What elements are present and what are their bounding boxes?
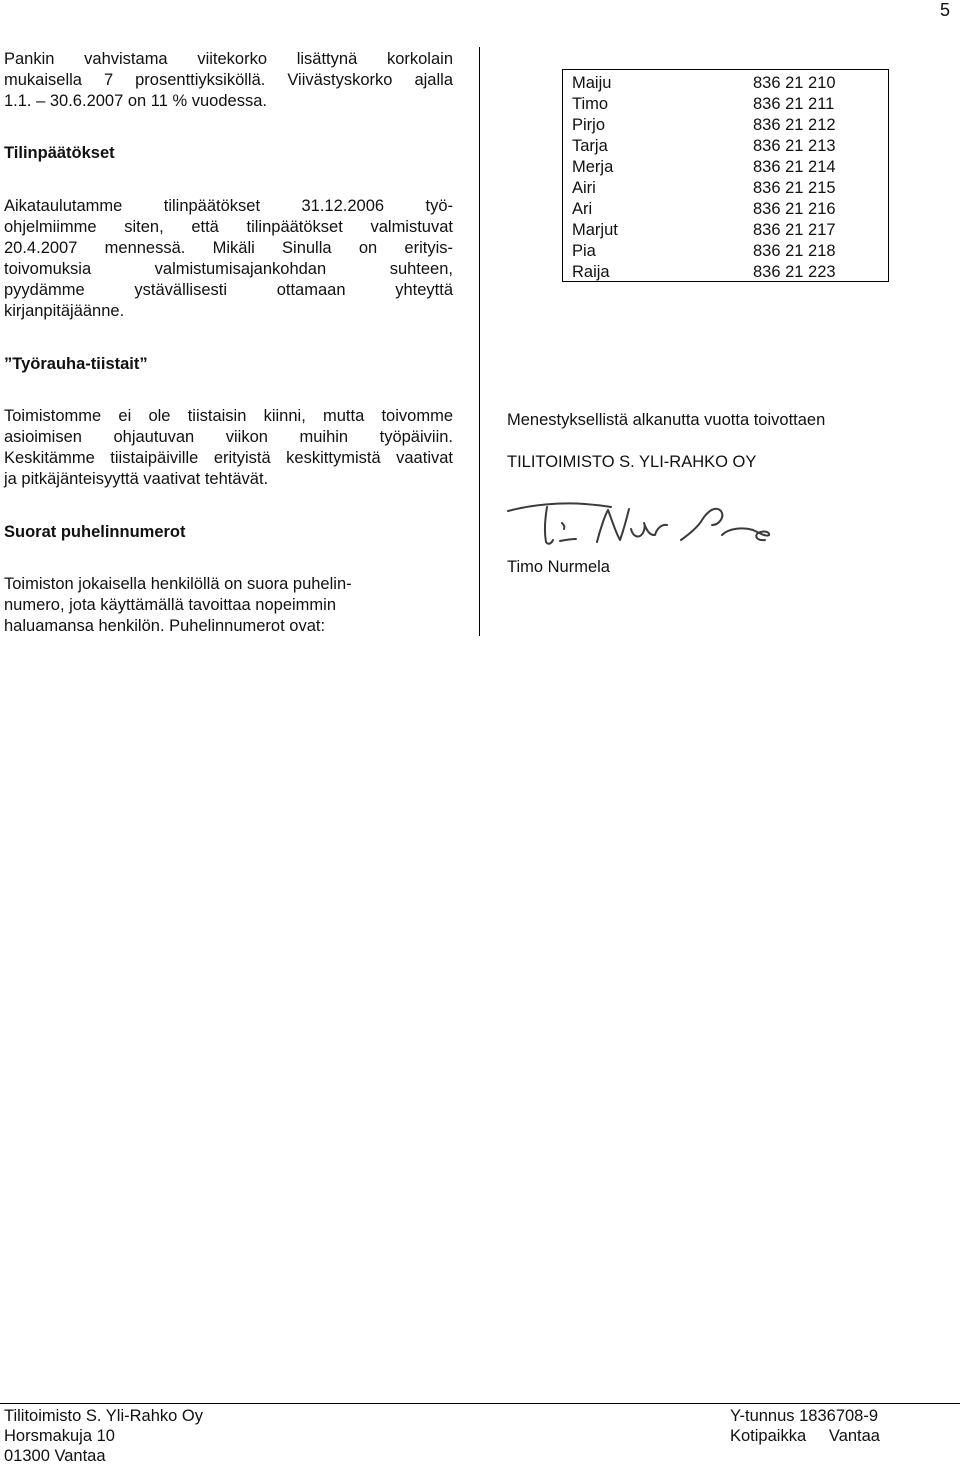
phone-name: Pirjo bbox=[572, 116, 606, 134]
phone-number: 836 21 212 bbox=[753, 116, 836, 134]
phone-number: 836 21 223 bbox=[753, 263, 836, 281]
tilinpaatokset-line: 20.4.2007 mennessä. Mikäli Sinulla on erityis- bbox=[4, 239, 453, 257]
tilinpaatokset-line: pyydämme ystävällisesti ottamaan yhteyttä bbox=[4, 281, 453, 299]
phone-number: 836 21 217 bbox=[753, 221, 836, 239]
handwritten-signature bbox=[505, 495, 775, 551]
phone-list bbox=[562, 69, 889, 282]
phone-row bbox=[572, 73, 880, 94]
column-divider bbox=[479, 47, 480, 636]
tilinpaatokset-line: kirjanpitäjäänne. bbox=[4, 302, 125, 320]
greeting-company: TILITOIMISTO S. YLI-RAHKO OY bbox=[507, 453, 757, 471]
tyorauha-heading: ”Työrauha-tiistait” bbox=[4, 355, 148, 373]
tyorauha-line: Toimistomme ei ole tiistaisin kiinni, mutta toivomme bbox=[4, 407, 453, 425]
phone-number: 836 21 211 bbox=[753, 95, 835, 113]
page-number: 5 bbox=[940, 0, 951, 20]
phone-row bbox=[572, 157, 880, 178]
tyorauha-line: Keskitämme tiistaipäiville erityistä keskittymistä vaativat bbox=[4, 449, 453, 467]
tilinpaatokset-line: toivomuksia valmistumisajankohdan suhteen, bbox=[4, 260, 453, 278]
tilinpaatokset-heading: Tilinpäätökset bbox=[4, 144, 115, 162]
phone-number: 836 21 210 bbox=[753, 74, 836, 92]
footer-business-id: Y-tunnus 1836708-9 bbox=[730, 1407, 879, 1425]
phone-name: Marjut bbox=[572, 221, 618, 239]
phone-number: 836 21 215 bbox=[753, 179, 836, 197]
tyorauha-line: ja pitkäjänteisyyttä vaativat tehtävät. bbox=[4, 470, 269, 488]
tilinpaatokset-line: Aikataulutamme tilinpäätökset 31.12.2006 työ- bbox=[4, 197, 453, 215]
footer-street: Horsmakuja 10 bbox=[4, 1427, 115, 1445]
suorat-line: numero, jota käyttämällä tavoittaa nopeimmin bbox=[4, 596, 336, 614]
phone-row bbox=[572, 199, 880, 220]
phone-name: Ari bbox=[572, 200, 593, 218]
phone-name: Airi bbox=[572, 179, 596, 197]
footer-domicile: Kotipaikka Vantaa bbox=[730, 1427, 880, 1445]
suorat-line: Toimiston jokaisella henkilöllä on suora puhelin- bbox=[4, 575, 352, 593]
phone-name: Maiju bbox=[572, 74, 612, 92]
phone-row bbox=[572, 178, 880, 199]
footer-left bbox=[4, 1406, 203, 1466]
footer-company: Tilitoimisto S. Yli-Rahko Oy bbox=[4, 1407, 203, 1425]
tilinpaatokset-paragraph bbox=[4, 196, 453, 322]
phone-row bbox=[572, 115, 880, 136]
tyorauha-line: asioimisen ohjautuvan viikon muihin työpäiviin. bbox=[4, 428, 453, 446]
phone-number: 836 21 214 bbox=[753, 158, 836, 176]
footer-postal: 01300 Vantaa bbox=[4, 1447, 106, 1465]
intro-paragraph bbox=[4, 49, 453, 112]
tyorauha-paragraph bbox=[4, 406, 453, 490]
phone-name: Merja bbox=[572, 158, 614, 176]
suorat-heading: Suorat puhelinnumerot bbox=[4, 523, 186, 541]
phone-number: 836 21 213 bbox=[753, 137, 836, 155]
intro-line: mukaisella 7 prosenttiyksiköllä. Viivästyskorko ajalla bbox=[4, 71, 453, 89]
phone-row bbox=[572, 136, 880, 157]
phone-row bbox=[572, 94, 880, 115]
tilinpaatokset-line: ohjelmiimme siten, että tilinpäätökset valmistuvat bbox=[4, 218, 453, 236]
phone-name: Pia bbox=[572, 242, 596, 260]
intro-line: Pankin vahvistama viitekorko lisättynä korkolain bbox=[4, 50, 453, 68]
footer-rule bbox=[0, 1403, 960, 1404]
footer-right bbox=[730, 1406, 880, 1446]
phone-name: Timo bbox=[572, 95, 609, 113]
phone-number: 836 21 218 bbox=[753, 242, 836, 260]
greeting-wish: Menestyksellistä alkanutta vuotta toivottaen bbox=[507, 411, 826, 429]
phone-row bbox=[572, 262, 880, 283]
phone-row bbox=[572, 220, 880, 241]
phone-name: Tarja bbox=[572, 137, 608, 155]
signatory-name: Timo Nurmela bbox=[507, 558, 610, 576]
phone-row bbox=[572, 241, 880, 262]
intro-line: 1.1. – 30.6.2007 on 11 % vuodessa. bbox=[4, 92, 267, 110]
phone-number: 836 21 216 bbox=[753, 200, 836, 218]
phone-name: Raija bbox=[572, 263, 610, 281]
suorat-paragraph bbox=[4, 574, 453, 637]
suorat-line: haluamansa henkilön. Puhelinnumerot ovat: bbox=[4, 617, 326, 635]
